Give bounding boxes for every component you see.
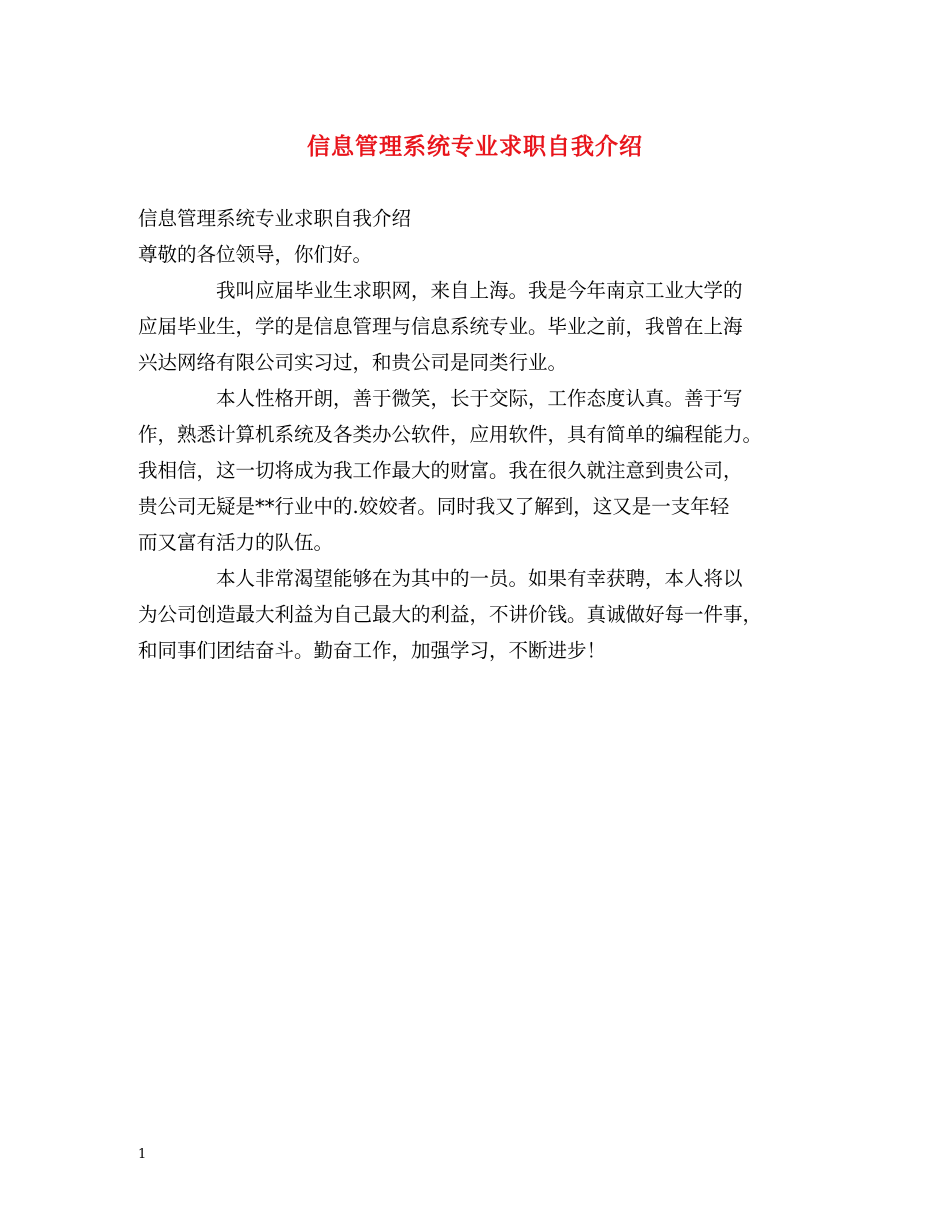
paragraph-2-line-2: 作，熟悉计算机系统及各类办公软件，应用软件，具有简单的编程能力。 bbox=[138, 423, 763, 446]
body-line-greeting: 尊敬的各位领导，你们好。 bbox=[138, 243, 373, 266]
paragraph-2-line-1: 本人性格开朗，善于微笑，长于交际，工作态度认真。善于写 bbox=[216, 387, 743, 410]
paragraph-2-line-4: 贵公司无疑是**行业中的.姣姣者。同时我又了解到，这又是一支年轻 bbox=[138, 495, 730, 518]
page-number: 1 bbox=[138, 1147, 147, 1162]
paragraph-1-line-3: 兴达网络有限公司实习过，和贵公司是同类行业。 bbox=[138, 351, 568, 374]
paragraph-3-line-3: 和同事们团结奋斗。勤奋工作，加强学习，不断进步！ bbox=[138, 639, 607, 662]
document-body bbox=[138, 201, 838, 669]
paragraph-1-line-2: 应届毕业生，学的是信息管理与信息系统专业。毕业之前，我曾在上海 bbox=[138, 315, 743, 338]
paragraph-3-line-2: 为公司创造最大利益为自己最大的利益，不讲价钱。真诚做好每一件事， bbox=[138, 603, 763, 626]
document-title: 信息管理系统专业求职自我介绍 bbox=[307, 133, 643, 160]
paragraph-3-line-1: 本人非常渴望能够在为其中的一员。如果有幸获聘，本人将以 bbox=[216, 567, 743, 590]
body-line-subtitle: 信息管理系统专业求职自我介绍 bbox=[138, 207, 412, 230]
paragraph-1-line-1: 我叫应届毕业生求职网，来自上海。我是今年南京工业大学的 bbox=[216, 279, 743, 302]
paragraph-2-line-3: 我相信，这一切将成为我工作最大的财富。我在很久就注意到贵公司， bbox=[138, 459, 743, 482]
paragraph-2-line-5: 而又富有活力的队伍。 bbox=[138, 531, 334, 554]
